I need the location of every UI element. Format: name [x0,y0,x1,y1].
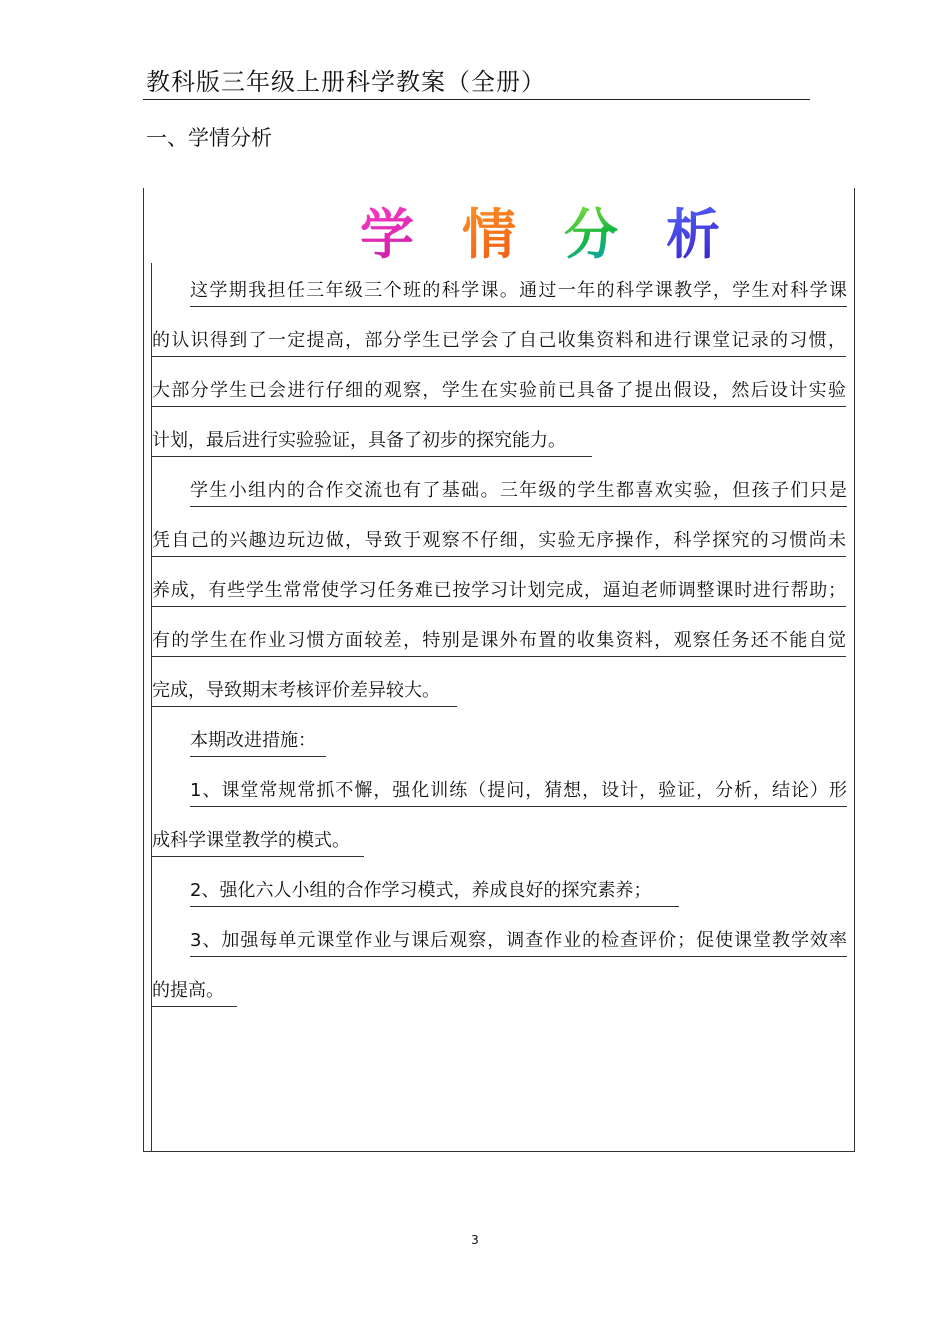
page-number: 3 [471,1233,479,1247]
measure-item-line: 成科学课堂教学的模式。 [152,826,364,857]
word-art-title [360,192,720,266]
measure-item-line: 1、课堂常规常抓不懈，强化训练（提问，猜想，设计，验证，分析，结论）形 [190,776,847,807]
word-art-char: 情 [462,192,516,262]
measures-label: 本期改进措施： [190,726,326,757]
measure-item-line: 的提高。 [152,976,237,1007]
paragraph-line: 大部分学生已会进行仔细的观察，学生在实验前已具备了提出假设，然后设计实验 [152,376,846,407]
measure-item-line: 2、强化六人小组的合作学习模式，养成良好的探究素养； [190,876,679,907]
header-rule [143,99,810,100]
measure-item-line: 3、加强每单元课堂作业与课后观察，调查作业的检查评价；促使课堂教学效率 [190,926,847,957]
word-art-char: 析 [666,192,720,262]
paragraph-line: 计划，最后进行实验验证，具备了初步的探究能力。 [152,426,592,457]
paragraph-line: 养成，有些学生常常使学习任务难已按学习计划完成，逼迫老师调整课时进行帮助； [152,576,846,607]
paragraph-line: 学生小组内的合作交流也有了基础。三年级的学生都喜欢实验，但孩子们只是 [190,476,847,507]
paragraph-line: 完成，导致期末考核评价差异较大。 [152,676,457,707]
paragraph-line: 的认识得到了一定提高，部分学生已学会了自己收集资料和进行课堂记录的习惯， [152,326,846,357]
document-title: 教科版三年级上册科学教案（全册） [146,68,546,96]
word-art-char: 学 [360,192,414,262]
paragraph-line: 凭自己的兴趣边玩边做，导致于观察不仔细，实验无序操作，科学探究的习惯尚未 [152,526,846,557]
section-heading: 一、学情分析 [146,126,272,150]
word-art-char: 分 [564,192,618,262]
paragraph-line: 这学期我担任三年级三个班的科学课。通过一年的科学课教学，学生对科学课 [190,276,847,307]
paragraph-line: 有的学生在作业习惯方面较差，特别是课外布置的收集资料，观察任务还不能自觉 [152,626,846,657]
